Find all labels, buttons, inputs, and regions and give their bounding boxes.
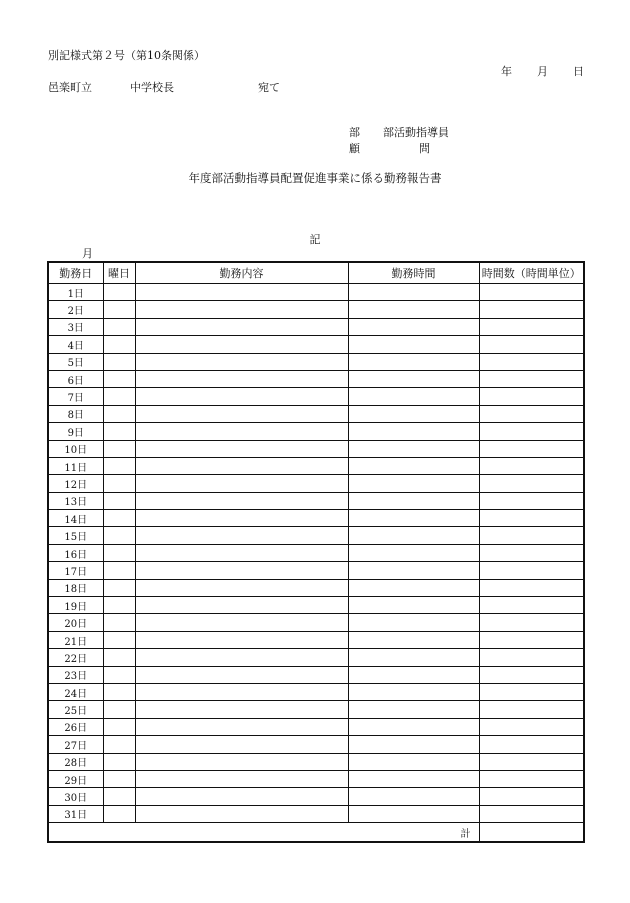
weekday-cell[interactable] bbox=[103, 666, 135, 683]
work-time-cell[interactable] bbox=[348, 301, 479, 318]
sender-line-club bbox=[349, 124, 449, 140]
work-time-cell[interactable] bbox=[348, 701, 479, 718]
day-cell: 12日 bbox=[48, 475, 103, 492]
content-cell[interactable] bbox=[135, 318, 348, 335]
table-row bbox=[48, 475, 584, 492]
day-cell: 18日 bbox=[48, 579, 103, 596]
content-cell[interactable] bbox=[135, 457, 348, 474]
work-time-cell[interactable] bbox=[348, 614, 479, 631]
hours-cell[interactable] bbox=[479, 388, 584, 405]
table-header-row bbox=[48, 262, 584, 284]
table-row bbox=[48, 440, 584, 457]
date-month: 月 bbox=[537, 65, 548, 78]
sender-advisor-role: 問 bbox=[419, 142, 430, 155]
weekday-cell[interactable] bbox=[103, 718, 135, 735]
sender-line-advisor bbox=[349, 140, 430, 156]
table-row bbox=[48, 388, 584, 405]
content-cell[interactable] bbox=[135, 284, 348, 301]
hours-cell[interactable] bbox=[479, 492, 584, 509]
day-cell: 8日 bbox=[48, 405, 103, 422]
sender-club-role: 部活動指導員 bbox=[383, 126, 449, 139]
day-cell: 23日 bbox=[48, 666, 103, 683]
table-row bbox=[48, 544, 584, 561]
hours-cell[interactable] bbox=[479, 701, 584, 718]
hours-cell[interactable] bbox=[479, 631, 584, 648]
weekday-cell[interactable] bbox=[103, 544, 135, 561]
hours-cell[interactable] bbox=[479, 562, 584, 579]
weekday-cell[interactable] bbox=[103, 370, 135, 387]
content-cell[interactable] bbox=[135, 649, 348, 666]
work-report-table bbox=[47, 261, 585, 843]
work-time-cell[interactable] bbox=[348, 562, 479, 579]
content-cell[interactable] bbox=[135, 336, 348, 353]
hours-cell[interactable] bbox=[479, 666, 584, 683]
table-row bbox=[48, 579, 584, 596]
content-cell[interactable] bbox=[135, 631, 348, 648]
table-row bbox=[48, 353, 584, 370]
weekday-cell[interactable] bbox=[103, 457, 135, 474]
content-cell[interactable] bbox=[135, 597, 348, 614]
content-cell[interactable] bbox=[135, 405, 348, 422]
ki-marker: 記 bbox=[309, 233, 321, 246]
day-cell: 16日 bbox=[48, 544, 103, 561]
day-cell: 19日 bbox=[48, 597, 103, 614]
content-cell[interactable] bbox=[135, 788, 348, 805]
col-header-workday: 勤務日 bbox=[48, 262, 103, 284]
hours-cell[interactable] bbox=[479, 736, 584, 753]
hours-cell[interactable] bbox=[479, 770, 584, 787]
sender-advisor-prefix: 顧 bbox=[349, 142, 360, 155]
recipient-town: 邑楽町立 bbox=[48, 81, 92, 94]
sender-club-prefix: 部 bbox=[349, 126, 360, 139]
content-cell[interactable] bbox=[135, 683, 348, 700]
work-time-cell[interactable] bbox=[348, 666, 479, 683]
col-header-content: 勤務内容 bbox=[135, 262, 348, 284]
table-row bbox=[48, 753, 584, 770]
hours-cell[interactable] bbox=[479, 718, 584, 735]
weekday-cell[interactable] bbox=[103, 318, 135, 335]
day-cell: 14日 bbox=[48, 510, 103, 527]
work-time-cell[interactable] bbox=[348, 388, 479, 405]
hours-cell[interactable] bbox=[479, 475, 584, 492]
day-cell: 29日 bbox=[48, 770, 103, 787]
weekday-cell[interactable] bbox=[103, 701, 135, 718]
hours-cell[interactable] bbox=[479, 318, 584, 335]
table-row bbox=[48, 614, 584, 631]
work-time-cell[interactable] bbox=[348, 805, 479, 822]
day-cell: 9日 bbox=[48, 423, 103, 440]
table-row bbox=[48, 423, 584, 440]
weekday-cell[interactable] bbox=[103, 510, 135, 527]
weekday-cell[interactable] bbox=[103, 805, 135, 822]
recipient-school: 中学校長 bbox=[130, 81, 174, 94]
content-cell[interactable] bbox=[135, 388, 348, 405]
hours-cell[interactable] bbox=[479, 423, 584, 440]
weekday-cell[interactable] bbox=[103, 788, 135, 805]
work-time-cell[interactable] bbox=[348, 353, 479, 370]
content-cell[interactable] bbox=[135, 753, 348, 770]
weekday-cell[interactable] bbox=[103, 736, 135, 753]
content-cell[interactable] bbox=[135, 805, 348, 822]
hours-cell[interactable] bbox=[479, 579, 584, 596]
day-cell: 6日 bbox=[48, 370, 103, 387]
table-row bbox=[48, 770, 584, 787]
work-time-cell[interactable] bbox=[348, 631, 479, 648]
day-cell: 5日 bbox=[48, 353, 103, 370]
table-row bbox=[48, 597, 584, 614]
col-header-weekday: 曜日 bbox=[103, 262, 135, 284]
content-cell[interactable] bbox=[135, 475, 348, 492]
content-cell[interactable] bbox=[135, 353, 348, 370]
weekday-cell[interactable] bbox=[103, 475, 135, 492]
date-year: 年 bbox=[501, 65, 512, 78]
hours-cell[interactable] bbox=[479, 683, 584, 700]
table-row bbox=[48, 405, 584, 422]
weekday-cell[interactable] bbox=[103, 649, 135, 666]
work-time-cell[interactable] bbox=[348, 788, 479, 805]
day-cell: 15日 bbox=[48, 527, 103, 544]
table-row bbox=[48, 736, 584, 753]
content-cell[interactable] bbox=[135, 562, 348, 579]
content-cell[interactable] bbox=[135, 423, 348, 440]
content-cell[interactable] bbox=[135, 301, 348, 318]
content-cell[interactable] bbox=[135, 527, 348, 544]
day-cell: 25日 bbox=[48, 701, 103, 718]
total-label: 計 bbox=[48, 823, 479, 843]
weekday-cell[interactable] bbox=[103, 492, 135, 509]
content-cell[interactable] bbox=[135, 666, 348, 683]
day-cell: 11日 bbox=[48, 457, 103, 474]
weekday-cell[interactable] bbox=[103, 683, 135, 700]
hours-cell[interactable] bbox=[479, 527, 584, 544]
hours-cell[interactable] bbox=[479, 805, 584, 822]
day-cell: 17日 bbox=[48, 562, 103, 579]
work-time-cell[interactable] bbox=[348, 736, 479, 753]
weekday-cell[interactable] bbox=[103, 301, 135, 318]
content-cell[interactable] bbox=[135, 440, 348, 457]
work-time-cell[interactable] bbox=[348, 544, 479, 561]
table-row bbox=[48, 492, 584, 509]
day-cell: 26日 bbox=[48, 718, 103, 735]
content-cell[interactable] bbox=[135, 701, 348, 718]
table-row bbox=[48, 527, 584, 544]
content-cell[interactable] bbox=[135, 770, 348, 787]
weekday-cell[interactable] bbox=[103, 440, 135, 457]
weekday-cell[interactable] bbox=[103, 405, 135, 422]
weekday-cell[interactable] bbox=[103, 284, 135, 301]
content-cell[interactable] bbox=[135, 736, 348, 753]
weekday-cell[interactable] bbox=[103, 597, 135, 614]
day-cell: 13日 bbox=[48, 492, 103, 509]
content-cell[interactable] bbox=[135, 370, 348, 387]
content-cell[interactable] bbox=[135, 614, 348, 631]
day-cell: 10日 bbox=[48, 440, 103, 457]
hours-cell[interactable] bbox=[479, 370, 584, 387]
table-row bbox=[48, 370, 584, 387]
content-cell[interactable] bbox=[135, 510, 348, 527]
date-day: 日 bbox=[573, 65, 584, 78]
table-row bbox=[48, 805, 584, 822]
content-cell[interactable] bbox=[135, 492, 348, 509]
report-title: 年度部活動指導員配置促進事業に係る勤務報告書 bbox=[188, 171, 442, 185]
weekday-cell[interactable] bbox=[103, 336, 135, 353]
month-label: 月 bbox=[82, 247, 93, 260]
form-number-label: 別記様式第２号（第10条関係） bbox=[48, 49, 205, 62]
work-time-cell[interactable] bbox=[348, 510, 479, 527]
hours-cell[interactable] bbox=[479, 353, 584, 370]
weekday-cell[interactable] bbox=[103, 388, 135, 405]
col-header-hours: 時間数（時間単位） bbox=[479, 262, 584, 284]
content-cell[interactable] bbox=[135, 544, 348, 561]
work-time-cell[interactable] bbox=[348, 336, 479, 353]
weekday-cell[interactable] bbox=[103, 527, 135, 544]
hours-cell[interactable] bbox=[479, 405, 584, 422]
weekday-cell[interactable] bbox=[103, 753, 135, 770]
table-row bbox=[48, 666, 584, 683]
work-time-cell[interactable] bbox=[348, 649, 479, 666]
day-cell: 30日 bbox=[48, 788, 103, 805]
weekday-cell[interactable] bbox=[103, 770, 135, 787]
day-cell: 7日 bbox=[48, 388, 103, 405]
hours-cell[interactable] bbox=[479, 457, 584, 474]
recipient-suffix: 宛て bbox=[258, 81, 280, 94]
work-time-cell[interactable] bbox=[348, 753, 479, 770]
hours-cell[interactable] bbox=[479, 544, 584, 561]
work-time-cell[interactable] bbox=[348, 683, 479, 700]
table-row bbox=[48, 284, 584, 301]
day-cell: 28日 bbox=[48, 753, 103, 770]
weekday-cell[interactable] bbox=[103, 631, 135, 648]
content-cell[interactable] bbox=[135, 579, 348, 596]
date-line bbox=[501, 63, 584, 79]
table-row bbox=[48, 457, 584, 474]
table-row bbox=[48, 318, 584, 335]
weekday-cell[interactable] bbox=[103, 614, 135, 631]
weekday-cell[interactable] bbox=[103, 353, 135, 370]
work-time-cell[interactable] bbox=[348, 492, 479, 509]
day-cell: 3日 bbox=[48, 318, 103, 335]
table-row bbox=[48, 718, 584, 735]
work-time-cell[interactable] bbox=[348, 318, 479, 335]
work-time-cell[interactable] bbox=[348, 579, 479, 596]
hours-cell[interactable] bbox=[479, 753, 584, 770]
table-row bbox=[48, 510, 584, 527]
day-cell: 24日 bbox=[48, 683, 103, 700]
day-cell: 20日 bbox=[48, 614, 103, 631]
total-hours-cell[interactable] bbox=[479, 823, 584, 843]
work-time-cell[interactable] bbox=[348, 423, 479, 440]
work-time-cell[interactable] bbox=[348, 457, 479, 474]
table-row bbox=[48, 683, 584, 700]
table-row bbox=[48, 301, 584, 318]
hours-cell[interactable] bbox=[479, 614, 584, 631]
work-time-cell[interactable] bbox=[348, 370, 479, 387]
day-cell: 4日 bbox=[48, 336, 103, 353]
hours-cell[interactable] bbox=[479, 649, 584, 666]
work-time-cell[interactable] bbox=[348, 718, 479, 735]
weekday-cell[interactable] bbox=[103, 423, 135, 440]
day-cell: 27日 bbox=[48, 736, 103, 753]
work-time-cell[interactable] bbox=[348, 440, 479, 457]
day-cell: 2日 bbox=[48, 301, 103, 318]
work-time-cell[interactable] bbox=[348, 475, 479, 492]
work-time-cell[interactable] bbox=[348, 284, 479, 301]
hours-cell[interactable] bbox=[479, 788, 584, 805]
weekday-cell[interactable] bbox=[103, 579, 135, 596]
hours-cell[interactable] bbox=[479, 510, 584, 527]
table-row bbox=[48, 562, 584, 579]
weekday-cell[interactable] bbox=[103, 562, 135, 579]
day-cell: 31日 bbox=[48, 805, 103, 822]
work-time-cell[interactable] bbox=[348, 405, 479, 422]
col-header-work-time: 勤務時間 bbox=[348, 262, 479, 284]
day-cell: 1日 bbox=[48, 284, 103, 301]
day-cell: 22日 bbox=[48, 649, 103, 666]
hours-cell[interactable] bbox=[479, 440, 584, 457]
work-time-cell[interactable] bbox=[348, 770, 479, 787]
table-row bbox=[48, 631, 584, 648]
total-row bbox=[48, 823, 584, 843]
hours-cell[interactable] bbox=[479, 301, 584, 318]
table-row bbox=[48, 788, 584, 805]
day-cell: 21日 bbox=[48, 631, 103, 648]
hours-cell[interactable] bbox=[479, 597, 584, 614]
work-time-cell[interactable] bbox=[348, 527, 479, 544]
work-time-cell[interactable] bbox=[348, 597, 479, 614]
hours-cell[interactable] bbox=[479, 284, 584, 301]
table-row bbox=[48, 701, 584, 718]
table-row bbox=[48, 336, 584, 353]
table-row bbox=[48, 649, 584, 666]
content-cell[interactable] bbox=[135, 718, 348, 735]
hours-cell[interactable] bbox=[479, 336, 584, 353]
